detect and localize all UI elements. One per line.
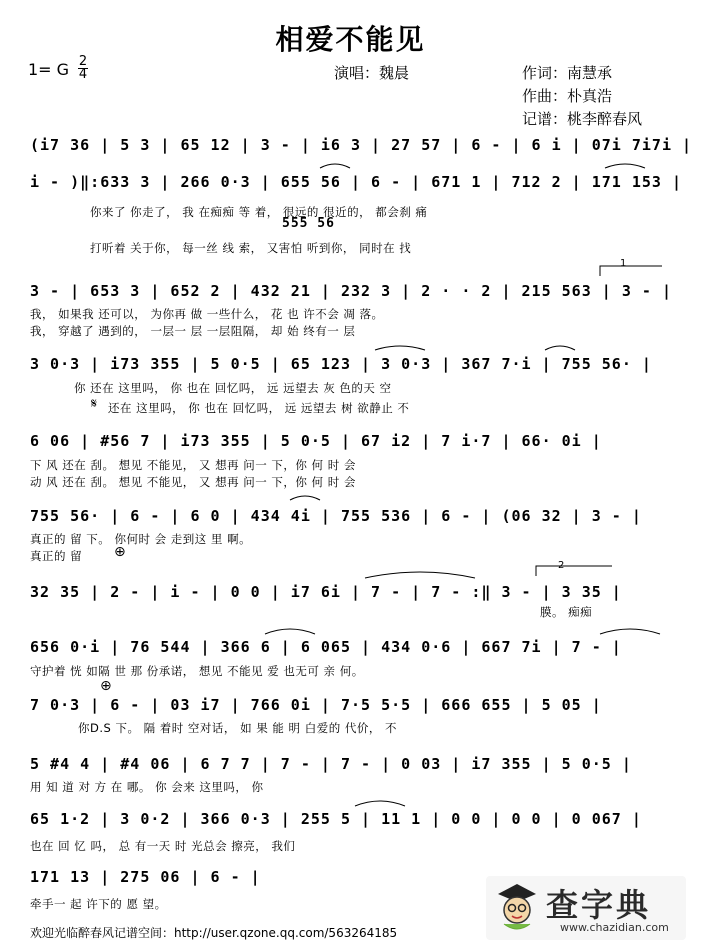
lyrics-row-4-verse-1: 你 还在 这里吗， 你 也在 回忆吗， 远 远望去 灰 色的天 空: [74, 381, 392, 395]
tie-arc-6: [365, 572, 475, 578]
notation-row-7: 32 35 | 2 - | i - | 0 0 | i7 6i | 7 - | 7 - :‖ 3 - | 3 35 |: [30, 583, 622, 601]
second-ending-mark: 2: [558, 560, 565, 571]
lyrics-row-12: 牵手一 起 许下的 愿 望。: [30, 897, 167, 911]
notation-row-10: 5 #4 4 | #4 06 | 6 7 7 | 7 - | 7 - | 0 03 | i7 355 | 5 0·5 |: [30, 755, 632, 773]
tie-arc-7: [265, 629, 315, 634]
lyrics-row-10: 用 知 道 对 方 在 哪。 你 会来 这里吗， 你: [30, 780, 264, 794]
lyrics-row-3-verse-1: 我， 如果我 还可以， 为你再 做 一些什么， 花 也 许不会 凋 落。: [30, 307, 384, 321]
tie-arc-9: [355, 801, 405, 806]
meter-bottom: 4: [78, 67, 88, 82]
lyrics-row-7: 膜。 痴痴: [540, 605, 593, 619]
first-ending-bracket: [600, 266, 662, 276]
first-ending-mark: 1: [620, 258, 627, 269]
watermark-logo-text: 查字典: [546, 886, 652, 924]
lyrics-row-6-verse-1: 真正的 留 下。 你何时 会 走到这 里 啊。: [30, 532, 252, 546]
singer-credit: 演唱：魏晨: [334, 64, 410, 82]
lyrics-row-8: 守护着 恍 如隔 世 那 份承诺， 想见 不能见 爱 也无可 亲 何。: [30, 664, 364, 678]
lyrics-row-3-verse-2: 我， 穿越了 遇到的， 一层一 层 一层阻隔， 却 始 终有一 层: [30, 324, 356, 338]
notation-row-3: 3 - | 653 3 | 652 2 | 432 21 | 232 3 | 2 · · 2 | 215 563 | 3 - |: [30, 282, 672, 300]
notation-row-4: 3 0·3 | i73 355 | 5 0·5 | 65 123 | 3 0·3 | 367 7·i | 755 56· |: [30, 355, 652, 373]
meter-top: 2: [78, 54, 88, 69]
coda-symbol: ⊕: [114, 544, 126, 560]
song-title: 相爱不能见: [275, 23, 426, 56]
key-signature: 1= G: [28, 60, 70, 79]
notation-row-1: (i7 36 | 5 3 | 65 12 | 3 - | i6 3 | 27 57 | 6 - | 6 i | 07i 7i7i |: [30, 136, 693, 154]
lyricist-credit: 作词：南慧承: [522, 64, 613, 82]
notation-row-12: 171 13 | 275 06 | 6 - |: [30, 868, 261, 886]
notation-row-9: 7 0·3 | 6 - | 03 i7 | 766 0i | 7·5 5·5 | 666 655 | 5 05 |: [30, 696, 602, 714]
lyrics-row-5-verse-2: 动 风 还在 刮。 想见 不能见， 又 想再 问一 下，你 何 时 会: [30, 475, 356, 489]
tie-arc-2: [605, 164, 645, 168]
notation-row-6: 755 56· | 6 - | 6 0 | 434 4i | 755 536 | 6 - | (06 32 | 3 - |: [30, 507, 642, 525]
composer-credit: 作曲：朴真浩: [522, 87, 613, 105]
tie-arc-3: [375, 346, 425, 350]
lyrics-row-6-verse-2: 真正的 留: [30, 549, 83, 563]
notation-row-11: 65 1·2 | 3 0·2 | 366 0·3 | 255 5 | 11 1 | 0 0 | 0 0 | 0 067 |: [30, 810, 642, 828]
notation-row-5: 6 06 | #56 7 | i73 355 | 5 0·5 | 67 i2 | 7 i·7 | 66· 0i |: [30, 432, 602, 450]
transcriber-credit: 记谱：桃李醉春风: [522, 110, 643, 128]
tie-arc-4: [545, 346, 575, 350]
tie-arc-1: [320, 164, 350, 168]
footer-credit: 欢迎光临醉春风记谱空间：http://user.qzone.qq.com/563264185: [30, 926, 398, 940]
coda-symbol-return: ⊕: [100, 678, 112, 694]
lyrics-row-4-verse-2: 还在 这里吗， 你 也在 回忆吗， 远 远望去 树 欲静止 不: [108, 401, 410, 415]
notation-row-8: 656 0·i | 76 544 | 366 6 | 6 065 | 434 0·6 | 667 7i | 7 - |: [30, 638, 622, 656]
lyrics-row-11: 也在 回 忆 吗， 总 有一天 时 光总会 擦亮， 我们: [30, 839, 296, 853]
lyrics-row-9: 你D.S 下。 隔 着时 空对话， 如 果 能 明 白爱的 代价， 不: [78, 721, 398, 735]
second-ending-bracket: [536, 566, 612, 576]
segno-symbol: 𝄋: [91, 396, 98, 412]
lyrics-row-5-verse-1: 下 风 还在 刮。 想见 不能见， 又 想再 问一 下，你 何 时 会: [30, 458, 356, 472]
watermark-logo-url: www.chazidian.com: [560, 921, 669, 934]
notation-row-2: i - )‖:633 3 | 266 0·3 | 655 56 | 6 - | 671 1 | 712 2 | 171 153 |: [30, 173, 682, 191]
lyrics-row-2-verse-2: 打听着 关于你， 每一丝 线 索， 又害怕 听到你， 同时在 找: [90, 241, 412, 255]
tie-arc-5: [290, 496, 320, 500]
scholar-mascot-icon: [494, 880, 540, 932]
notation-row-2-alt: 555 56: [282, 216, 335, 231]
lyrics-row-2-verse-1: 你来了 你走了， 我 在痴痴 等 着， 很远的 很近的， 都会刹 痛: [90, 205, 428, 219]
tie-arc-8: [600, 629, 660, 634]
